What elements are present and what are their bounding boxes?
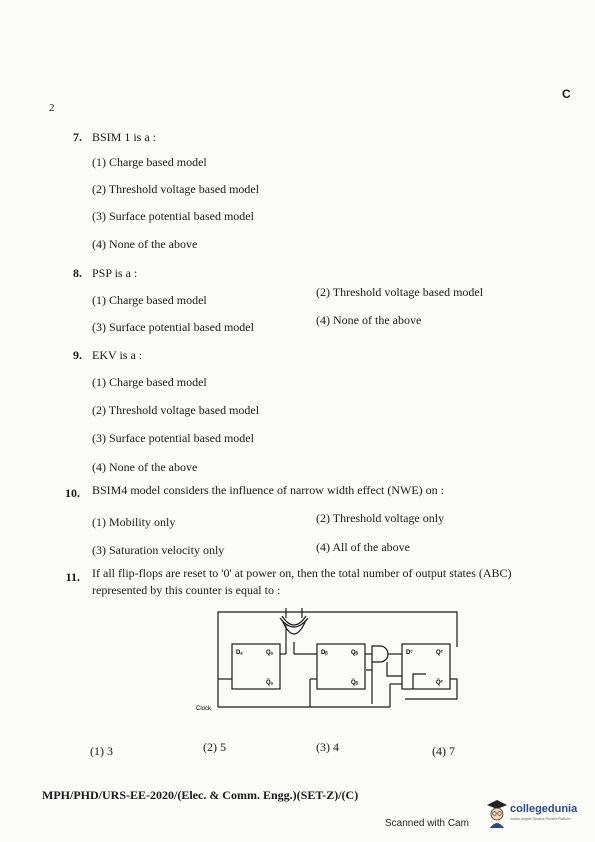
ff-label: Q̅ᵦ — [351, 680, 358, 686]
option: (4) None of the above — [92, 237, 198, 251]
ff-label: Qᶜ — [436, 650, 443, 656]
option: (2) Threshold voltage only — [316, 511, 445, 525]
question-number: 9. — [73, 348, 82, 362]
option: (1) Charge based model — [92, 155, 207, 169]
question-number: 8. — [73, 266, 82, 280]
question-number: 11. — [65, 570, 80, 584]
option: (3) Surface potential based model — [92, 209, 254, 223]
scanned-watermark: Scanned with Cam — [385, 818, 469, 829]
student-mascot-icon — [486, 798, 508, 828]
question-number: 7. — [73, 130, 82, 144]
option: (3) Surface potential based model — [92, 431, 254, 445]
question-text-line1: If all flip-flops are reset to '0' at power on, then the total number of output states (ABC) — [92, 566, 512, 580]
ff-label: Dᶜ — [406, 650, 413, 656]
option: (2) Threshold voltage based model — [92, 403, 260, 417]
option: (2) Threshold voltage based model — [316, 285, 484, 299]
option: (3) 4 — [316, 740, 339, 754]
question-text: PSP is a : — [92, 266, 138, 280]
option: (2) 5 — [203, 740, 226, 754]
set-code: C — [562, 87, 571, 101]
clock-label: Clock — [196, 706, 212, 712]
ff-label: Q̅ₐ — [266, 680, 273, 686]
collegedunia-logo — [486, 798, 591, 832]
question-text-line2: represented by this counter is equal to : — [92, 583, 281, 597]
option: (1) Charge based model — [92, 375, 207, 389]
question-number: 10. — [65, 486, 80, 500]
ff-label: Q̅ᶜ — [436, 680, 443, 686]
option: (3) Saturation velocity only — [92, 543, 225, 557]
ff-label: Qᵦ — [351, 650, 358, 656]
option: (4) None of the above — [92, 460, 198, 474]
question-text: BSIM 1 is a : — [92, 130, 157, 144]
counter-circuit-diagram — [190, 604, 470, 719]
option: (3) Surface potential based model — [92, 320, 254, 334]
question-text: EKV is a : — [92, 348, 143, 362]
option: (4) None of the above — [316, 313, 422, 327]
option: (1) Charge based model — [92, 293, 207, 307]
ff-label: Qₐ — [266, 650, 273, 656]
option: (2) Threshold voltage based model — [92, 182, 260, 196]
option: (4) All of the above — [316, 540, 410, 554]
option: (4) 7 — [432, 744, 455, 758]
question-text: BSIM4 model considers the influence of narrow width effect (NWE) on : — [92, 483, 445, 497]
ff-label: Dᵦ — [321, 650, 328, 656]
option: (1) Mobility only — [92, 515, 176, 529]
ff-label: Dₐ — [236, 650, 243, 656]
option: (1) 3 — [90, 744, 113, 758]
brand-tagline: India's largest Student Review Platform — [510, 817, 571, 821]
footer-code: MPH/PHD/URS-EE-2020/(Elec. & Comm. Engg.)(SET-Z)/(C) — [42, 788, 359, 802]
page-number: 2 — [49, 102, 55, 114]
brand-name: collegedunia — [510, 803, 578, 815]
